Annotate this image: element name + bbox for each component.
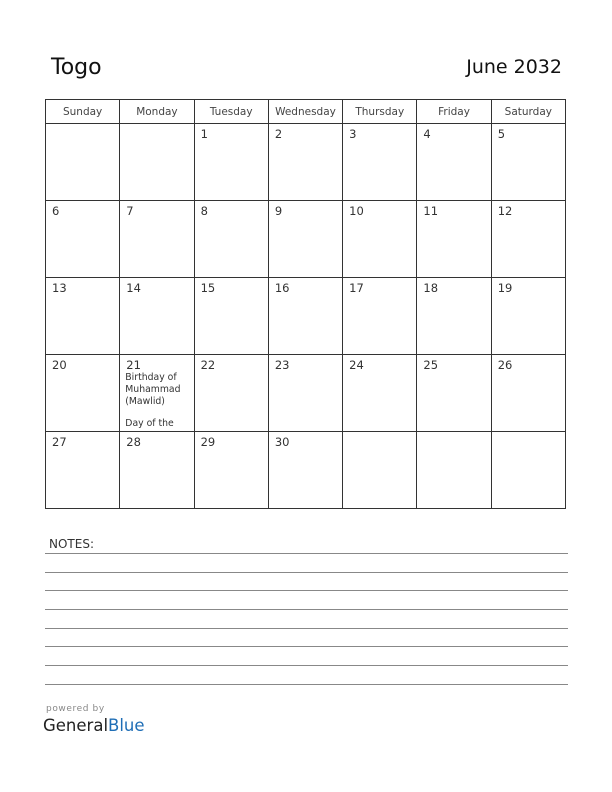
week-row [46,278,566,355]
note-line [45,684,568,685]
day-cell[interactable] [491,432,565,509]
day-cell[interactable] [120,355,194,432]
day-cell[interactable] [46,278,120,355]
day-cell[interactable] [343,278,417,355]
day-number: 28 [126,435,141,449]
powered-by-text: powered by [46,704,105,714]
day-cell[interactable] [491,278,565,355]
weekday-header: Sunday [46,100,120,124]
generalblue-logo[interactable] [43,716,145,735]
day-number: 19 [497,281,513,295]
note-line [45,646,568,647]
day-cell[interactable] [46,355,120,432]
day-number: 8 [200,204,208,218]
day-cell[interactable] [120,278,194,355]
day-cell[interactable] [417,124,491,201]
day-cell[interactable] [491,124,565,201]
day-cell[interactable] [268,278,342,355]
weekday-header-row [46,100,566,124]
day-cell[interactable] [194,124,268,201]
day-cell[interactable] [120,124,194,201]
day-number: 3 [349,127,357,141]
holiday-event: Birthday of Muhammad (Mawlid) [125,372,181,408]
day-number: 30 [274,435,290,449]
weekday-header: Wednesday [268,100,342,124]
day-cell[interactable] [120,432,194,509]
note-line [45,553,568,554]
day-cell[interactable] [120,201,194,278]
day-cell[interactable] [268,124,342,201]
weekday-header: Friday [417,100,491,124]
note-line [45,590,568,591]
day-number: 10 [349,204,364,218]
brand-blue-text: Blue [108,716,145,735]
note-line [45,628,568,629]
day-number: 22 [200,358,216,372]
day-cell[interactable] [46,201,120,278]
day-number: 24 [349,358,364,372]
day-cell[interactable] [491,201,565,278]
day-number: 12 [497,204,513,218]
day-number: 17 [349,281,364,295]
day-cell[interactable] [194,355,268,432]
day-number: 4 [423,127,431,141]
day-number: 15 [200,281,216,295]
day-cell[interactable] [268,432,342,509]
brand-general-text: General [43,716,109,735]
day-cell[interactable] [268,355,342,432]
day-cell[interactable] [194,432,268,509]
holiday-event: Day of the [125,417,174,429]
day-number: 18 [423,281,439,295]
day-number: 1 [200,127,208,141]
note-line [45,609,568,610]
day-cell[interactable] [194,201,268,278]
week-row [46,201,566,278]
week-row [46,355,566,432]
day-number: 7 [126,204,134,218]
day-cell[interactable] [343,124,417,201]
day-number: 26 [497,358,513,372]
day-cell[interactable] [491,355,565,432]
day-number: 5 [497,127,506,141]
day-number: 16 [274,281,290,295]
day-number: 21 [126,358,141,372]
day-cell[interactable] [417,432,491,509]
day-cell[interactable] [268,201,342,278]
day-cell[interactable] [343,355,417,432]
day-cell[interactable] [46,124,120,201]
weekday-header: Thursday [343,100,417,124]
day-cell[interactable] [343,201,417,278]
weekday-header: Tuesday [194,100,268,124]
week-row [46,432,566,509]
weekday-header: Monday [120,100,194,124]
day-cell[interactable] [46,432,120,509]
day-number: 29 [200,435,216,449]
month-year-title: June 2032 [466,56,562,78]
day-cell[interactable] [194,278,268,355]
notes-label: NOTES: [49,537,94,551]
day-number: 20 [52,358,67,372]
weekday-header: Saturday [491,100,565,124]
day-number: 6 [52,204,60,218]
day-cell[interactable] [417,201,491,278]
week-row [46,124,566,201]
day-number: 25 [423,358,439,372]
day-number: 27 [52,435,67,449]
country-title: Togo [51,55,102,80]
day-number: 13 [52,281,67,295]
calendar-grid [45,99,566,509]
calendar-body [46,124,566,509]
day-cell[interactable] [343,432,417,509]
note-line [45,572,568,573]
day-number: 14 [126,281,141,295]
day-cell[interactable] [417,355,491,432]
day-number: 2 [274,127,283,141]
note-line [45,665,568,666]
day-number: 23 [274,358,290,372]
day-cell[interactable] [417,278,491,355]
day-number: 9 [274,204,283,218]
day-number: 11 [423,204,439,218]
